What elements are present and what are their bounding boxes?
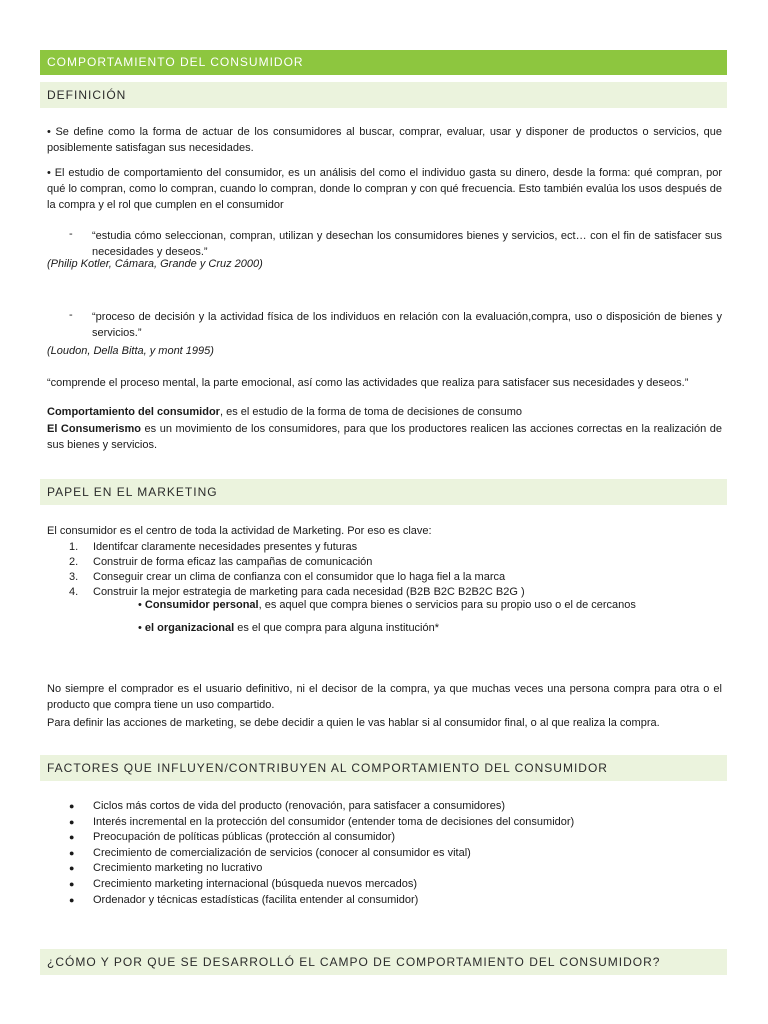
numbered-list (69, 540, 525, 600)
quote-kotler: “estudia cómo seleccionan, compran, utilizan y desechan los consumidores bienes y servicios, ect… con el fin de satisfacer sus necesidades y deseos.” (92, 230, 722, 258)
term-consumerismo-definition: es un movimiento de los consumidores, para que los productores realicen las acciones correctas en la realización de sus bienes y servicios. (47, 423, 722, 451)
list-item: 1. Identifcar claramente necesidades presentes y futuras (69, 541, 358, 553)
section-heading-papel: PAPEL EN EL MARKETING (40, 479, 727, 505)
list-item: ● Crecimiento marketing internacional (búsqueda nuevos mercados) (69, 877, 418, 890)
term-comportamiento-definition: , es el estudio de la forma de toma de decisiones de consumo (219, 406, 523, 418)
bullet-dot: • (138, 599, 142, 611)
term-comportamiento (47, 404, 722, 420)
dash-marker-1: - (69, 228, 73, 240)
main-title: COMPORTAMIENTO DEL CONSUMIDOR (40, 50, 727, 75)
quote-mental-process: “comprende el proceso mental, la parte emocional, así como las actividades que realiza para satisfacer sus necesidades y deseos.” (47, 377, 689, 389)
term-consumerismo-label: El Consumerismo (47, 423, 142, 435)
section-heading-como: ¿CÓMO Y POR QUE SE DESARROLLÓ EL CAMPO DE COMPORTAMIENTO DEL CONSUMIDOR? (40, 949, 727, 975)
list-item: 3. Conseguir crear un clima de confianza con el consumidor que lo haga fiel a la marca (69, 571, 506, 583)
papel-intro: El consumidor es el centro de toda la actividad de Marketing. Por eso es clave: (47, 525, 432, 537)
citation-kotler: (Philip Kotler, Cámara, Grande y Cruz 2000) (47, 258, 263, 270)
list-item: ● Ciclos más cortos de vida del producto (renovación, para satisfacer a consumidores) (69, 800, 506, 812)
term-consumerismo (47, 421, 722, 453)
sub-item-organizacional: • el organizacional es el que compra para alguna institución* (138, 622, 440, 634)
section-heading-factores: FACTORES QUE INFLUYEN/CONTRIBUYEN AL COMPORTAMIENTO DEL CONSUMIDOR (40, 755, 727, 781)
list-item: ● Crecimiento de comercialización de servicios (conocer al consumidor es vital) (69, 846, 471, 859)
factores-list (69, 799, 574, 908)
quote-loudon: “proceso de decisión y la actividad física de los individuos en relación con la evaluación,compra, uso o disposición de bienes y servicios.” (92, 311, 722, 339)
list-item: ● Ordenador y técnicas estadísticas (facilita entender al consumidor) (69, 893, 419, 906)
definition-paragraph-2: • El estudio de comportamiento del consumidor, es un análisis del como el individuo gasta su dinero, desde la forma: qué compran, por qué lo compran, como lo compran, cuando lo compran, donde lo compran y con qué frecuencia. Esto también evalúa los usos después de la compra y el rol que cumplen en el consumidor (47, 167, 722, 211)
list-item: ● Crecimiento marketing no lucrativo (69, 862, 263, 875)
definition-paragraph-1: • Se define como la forma de actuar de los consumidores al buscar, comprar, evaluar, usar y disponer de productos o servicios, que posiblemente satisfagan sus necesidades. (47, 126, 722, 154)
bullet-dot: • (138, 622, 142, 634)
list-item: ● Preocupación de políticas públicas (protección al consumidor) (69, 831, 396, 844)
section-heading-definicion: DEFINICIÓN (40, 82, 727, 108)
list-item: 2. Construir de forma eficaz las campañas de comunicación (69, 556, 373, 568)
sub-item-consumidor-personal: • Consumidor personal, es aquel que compra bienes o servicios para su propio uso o el de cercanos (138, 599, 636, 611)
citation-loudon: (Loudon, Della Bitta, y mont 1995) (47, 345, 214, 357)
dash-marker-2: - (69, 309, 73, 321)
list-item: ● Interés incremental en la protección del consumidor (entender toma de decisiones del consumidor) (69, 815, 575, 828)
list-item: 4. Construir la mejor estrategia de marketing para cada necesidad (B2B B2C B2B2C B2G ) (69, 586, 525, 598)
papel-paragraph-1: No siempre el comprador es el usuario definitivo, ni el decisor de la compra, ya que muchas veces una persona compra para otra o el producto que compra tiene un uso compartido. (47, 683, 722, 711)
term-comportamiento-label: Comportamiento del consumidor (47, 406, 220, 418)
papel-paragraph-2: Para definir las acciones de marketing, se debe decidir a quien le vas hablar si al consumidor final, o al que realiza la compra. (47, 717, 660, 729)
